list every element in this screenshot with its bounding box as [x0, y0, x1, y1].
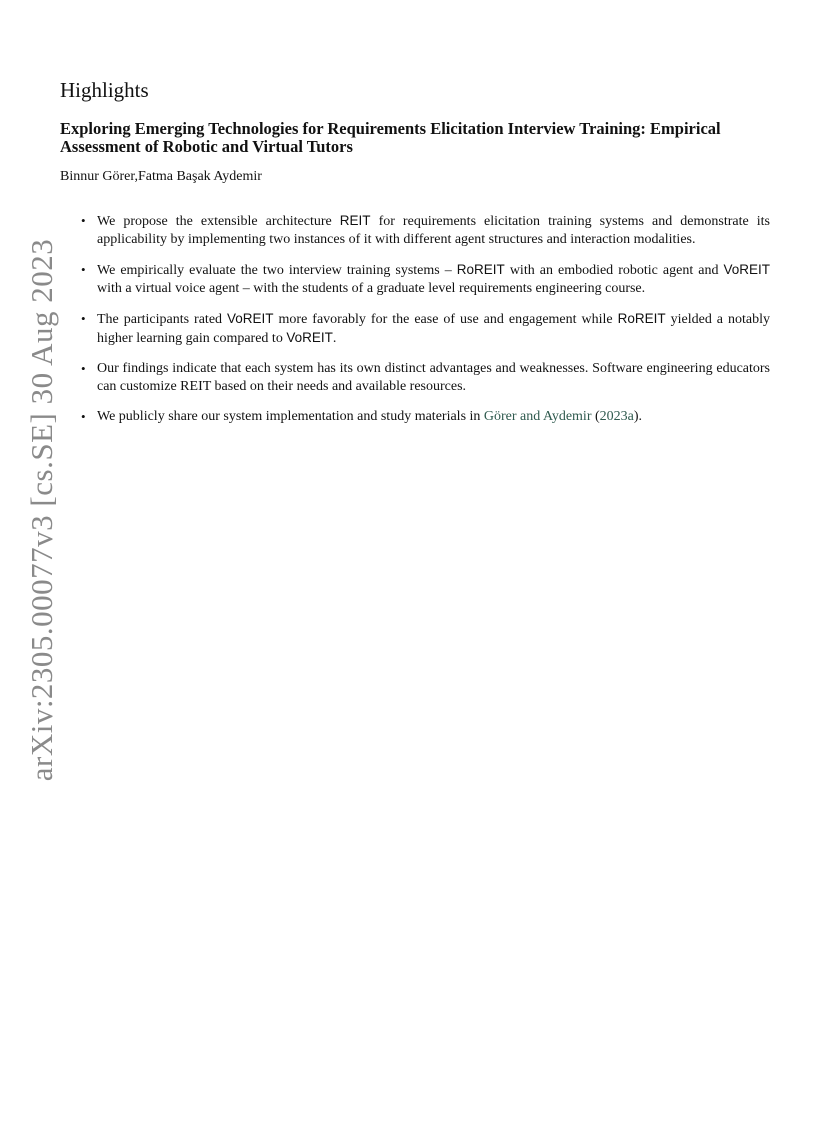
- bullet-icon: •: [81, 262, 86, 277]
- citation-year-link[interactable]: 2023a: [599, 409, 634, 424]
- bullet-icon: •: [81, 213, 86, 228]
- system-name: VoREIT: [286, 330, 333, 345]
- bullet-icon: •: [81, 409, 86, 424]
- highlight-item: • We empirically evaluate the two interview training systems – RoREIT with an embodied robotic agent and VoREIT with a virtual voice agent – with the students of a graduate level requirements engineering course.: [81, 262, 770, 296]
- highlight-item: • We propose the extensible architecture REIT for requirements elicitation training systems and demonstrate its applicability by implementing two instances of it with different agent structures and interaction modalities.: [81, 213, 770, 247]
- bullet-icon: •: [81, 361, 86, 376]
- citation-link[interactable]: Görer and Aydemir: [483, 409, 592, 424]
- highlights-page: [60, 76, 770, 438]
- system-name: REIT: [339, 213, 371, 228]
- highlight-item: • The participants rated VoREIT more favorably for the ease of use and engagement while RoREIT yielded a notably higher learning gain compared to VoREIT.: [81, 311, 770, 346]
- highlight-item: • We publicly share our system implementation and study materials in Görer and Aydemir (2023a).: [81, 409, 643, 424]
- paper-title: Exploring Emerging Technologies for Requirements Elicitation Interview Training: Empirical Assessment of Robotic and Virtual Tutors: [60, 119, 721, 156]
- system-name: VoREIT: [227, 311, 274, 326]
- system-name: VoREIT: [723, 262, 770, 277]
- highlights-list: [60, 212, 770, 426]
- system-name: RoREIT: [456, 262, 505, 277]
- author-list: Binnur Görer,Fatma Başak Aydemir: [60, 169, 262, 184]
- system-name: RoREIT: [617, 311, 666, 326]
- arxiv-side-stamp: [22, 238, 62, 782]
- arxiv-identifier: arXiv:2305.00077v3 [cs.SE] 30 Aug 2023: [24, 238, 59, 782]
- highlight-item: • Our findings indicate that each system has its own distinct advantages and weaknesses. Software engineering educators can customize REIT based on their needs and available resources.: [81, 361, 770, 394]
- bullet-icon: •: [81, 311, 86, 326]
- highlights-heading: Highlights: [60, 78, 149, 102]
